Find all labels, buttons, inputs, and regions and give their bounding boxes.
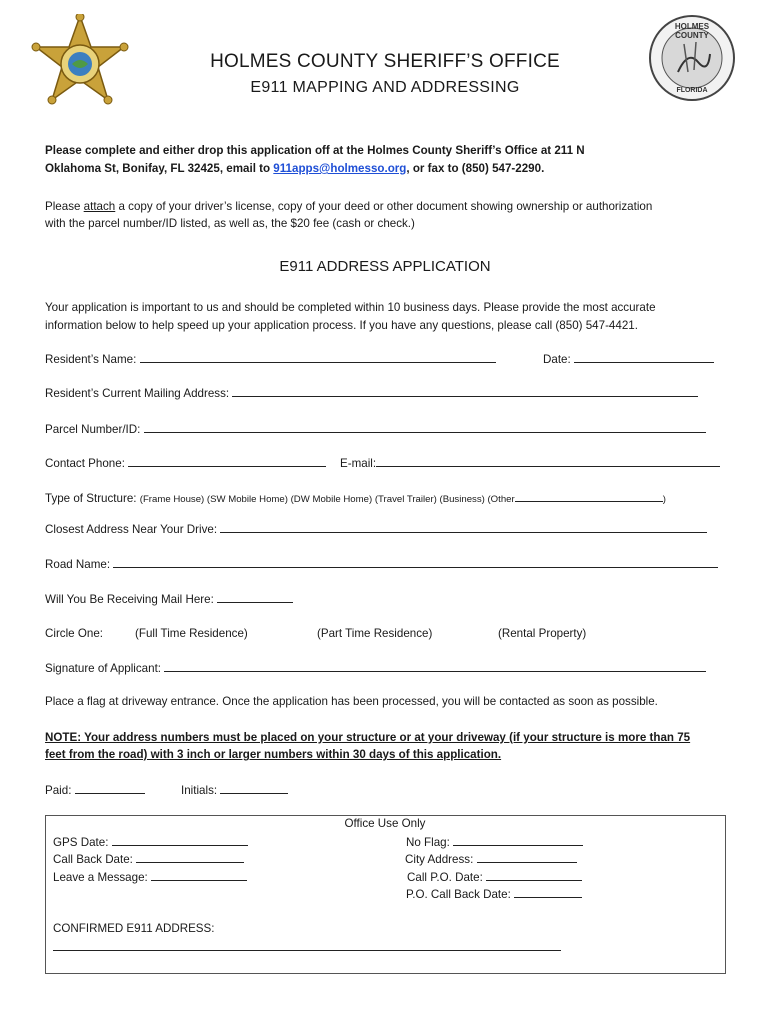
receiving-mail-field[interactable] [45,591,293,608]
intro-line-1: Please complete and either drop this application off at the Holmes County Sheriff’s Office at 211 N [45,144,585,157]
residents-name-line[interactable] [140,351,496,363]
gps-date-line[interactable] [112,834,248,846]
parcel-field[interactable] [45,421,706,438]
closest-address-line[interactable] [220,521,707,533]
structure-field[interactable] [45,490,666,508]
call-back-date-field[interactable] [53,851,244,868]
call-po-date-field[interactable] [407,869,582,886]
seal-text-top: HOLMES COUNTY [674,22,710,40]
option-rental[interactable]: (Rental Property) [498,627,587,640]
attach-line-1 [45,199,652,215]
closest-address-field[interactable] [45,521,707,538]
signature-label: Signature of Applicant: [45,662,162,675]
page-subtitle: E911 MAPPING AND ADDRESSING [250,79,520,96]
structure-other-line[interactable] [515,490,663,502]
po-call-back-date-field[interactable] [406,886,582,903]
road-name-line[interactable] [113,556,718,568]
application-para-2: information below to help speed up your application process. If you have any questions, please call (850) 547-4421. [45,319,638,332]
contact-phone-field[interactable] [45,455,326,472]
email-label: E-mail: [340,457,377,470]
leave-message-line[interactable] [151,869,247,881]
city-address-field[interactable] [405,851,577,868]
paid-field[interactable] [45,782,145,799]
parcel-line[interactable] [144,421,706,433]
po-call-back-date-line[interactable] [514,886,582,898]
circle-one-label: Circle One: [45,627,103,640]
page-title: HOLMES COUNTY SHERIFF’S OFFICE [210,51,560,72]
option-full-time[interactable]: (Full Time Residence) [135,627,248,640]
call-back-date-label: Call Back Date: [53,853,133,866]
closest-address-label: Closest Address Near Your Drive: [45,523,218,536]
po-call-back-date-label: P.O. Call Back Date: [406,888,511,901]
confirmed-address-label: CONFIRMED E911 ADDRESS: [53,922,215,935]
date-label: Date: [543,353,571,366]
residents-name-field[interactable] [45,351,496,368]
office-use-heading: Office Use Only [344,817,426,830]
date-line[interactable] [574,351,714,363]
structure-close: ) [662,494,666,505]
seal-text-bottom: FLORIDA [676,87,708,94]
note-line-2: feet from the road) with 3 inch or larger numbers within 30 days of this application. [45,748,502,761]
call-po-date-line[interactable] [486,869,582,881]
structure-label: Type of Structure: [45,492,137,505]
no-flag-field[interactable] [406,834,583,851]
call-po-date-label: Call P.O. Date: [407,871,483,884]
option-part-time[interactable]: (Part Time Residence) [317,627,433,640]
parcel-label: Parcel Number/ID: [45,423,141,436]
road-name-field[interactable] [45,556,718,573]
no-flag-label: No Flag: [406,836,450,849]
leave-message-label: Leave a Message: [53,871,148,884]
receiving-mail-label: Will You Be Receiving Mail Here: [45,593,214,606]
attach-post: a copy of your driver’s license, copy of your deed or other document showing ownership or authorization [115,200,653,213]
call-back-date-line[interactable] [136,851,244,863]
attach-word: attach [83,200,116,213]
date-field[interactable] [543,351,714,368]
intro-line-2 [45,161,544,177]
application-para-1: Your application is important to us and should be completed within 10 business days. Please provide the most accurate [45,301,656,314]
contact-phone-label: Contact Phone: [45,457,125,470]
application-heading: E911 ADDRESS APPLICATION [279,258,491,275]
flag-instruction: Place a flag at driveway entrance. Once the application has been processed, you will be contacted as soon as possible. [45,695,658,708]
road-name-label: Road Name: [45,558,111,571]
paid-line[interactable] [75,782,145,794]
signature-field[interactable] [45,660,706,677]
city-address-label: City Address: [405,853,474,866]
gps-date-field[interactable] [53,834,248,851]
residents-name-label: Resident’s Name: [45,353,137,366]
no-flag-line[interactable] [453,834,583,846]
mailing-address-field[interactable] [45,385,698,402]
contact-phone-line[interactable] [128,455,326,467]
initials-line[interactable] [220,782,288,794]
leave-message-field[interactable] [53,869,247,886]
attach-line-2: with the parcel number/ID listed, as well as, the $20 fee (cash or check.) [45,217,415,230]
attach-pre: Please [45,200,84,213]
email-line[interactable] [376,455,720,467]
initials-field[interactable] [181,782,288,799]
paid-label: Paid: [45,784,72,797]
mailing-address-line[interactable] [232,385,698,397]
signature-line[interactable] [164,660,706,672]
confirmed-address-line[interactable] [53,950,561,951]
intro-line-2-pre: Oklahoma St, Bonifay, FL 32425, email to [45,162,274,175]
city-address-line[interactable] [477,851,577,863]
intro-line-2-post: , or fax to (850) 547-2290. [406,162,545,175]
email-link[interactable]: 911apps@holmesso.org [273,162,407,175]
mailing-address-label: Resident’s Current Mailing Address: [45,387,230,400]
receiving-mail-line[interactable] [217,591,293,603]
initials-label: Initials: [181,784,218,797]
note-line-1: NOTE: Your address numbers must be placed on your structure or at your driveway (if your structure is more than 75 [45,731,691,744]
gps-date-label: GPS Date: [53,836,109,849]
structure-options: (Frame House) (SW Mobile Home) (DW Mobile Home) (Travel Trailer) (Business) (Other [139,494,515,505]
email-field[interactable] [340,455,720,472]
